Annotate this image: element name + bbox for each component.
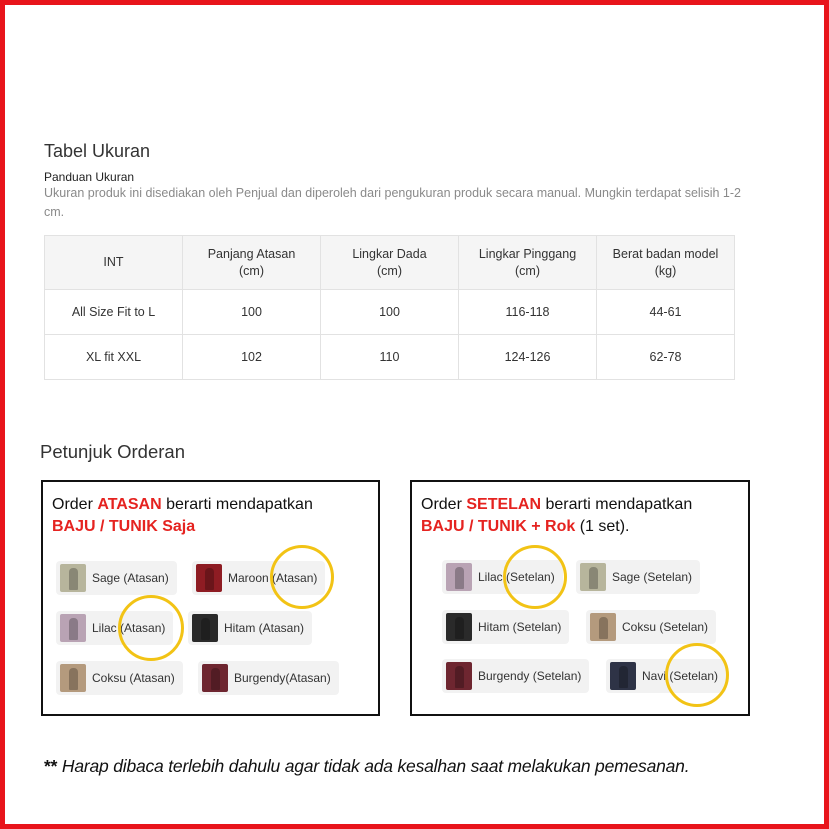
variant-chip-burgendy-setelan[interactable] <box>442 659 589 693</box>
chip-label: Lilac (Setelan) <box>478 570 555 584</box>
variant-chip-hitam-setelan[interactable] <box>442 610 569 644</box>
chip-label: Burgendy (Setelan) <box>478 669 582 683</box>
order-atasan-box <box>41 480 380 716</box>
header-panjang-atasan: Panjang Atasan (cm) <box>183 236 321 290</box>
variant-chip-coksu-setelan[interactable] <box>586 610 716 644</box>
header-int: INT <box>45 236 183 290</box>
chip-label: Coksu (Setelan) <box>622 620 709 634</box>
chip-label: Hitam (Setelan) <box>478 620 562 634</box>
size-table-header <box>45 236 735 290</box>
product-thumbnail <box>580 563 606 591</box>
chip-label: Navi (Setelan) <box>642 669 719 683</box>
table-cell: 124-126 <box>459 335 597 380</box>
size-table <box>44 235 735 380</box>
order-setelan-box <box>410 480 750 716</box>
chip-label: Lilac (Atasan) <box>92 621 166 635</box>
product-thumbnail <box>590 613 616 641</box>
variant-chip-sage-setelan[interactable] <box>576 560 700 594</box>
order-atasan-heading: Order ATASAN berarti mendapatkan BAJU / TUNIK Saja <box>52 496 313 535</box>
order-note: ** Harap dibaca terlebih dahulu agar tidak ada kesalhan saat melakukan pemesanan. <box>44 756 690 776</box>
variant-chip-burgendy-atasan[interactable] <box>198 661 339 695</box>
variant-chip-lilac-setelan[interactable] <box>442 560 563 594</box>
variant-chip-coksu-atasan[interactable] <box>56 661 183 695</box>
table-cell: 44-61 <box>597 290 735 335</box>
table-row <box>45 335 735 380</box>
product-thumbnail <box>192 614 218 642</box>
variant-chip-maroon-atasan[interactable] <box>192 561 325 595</box>
table-row <box>45 290 735 335</box>
size-guide-subtitle: Panduan Ukuran <box>44 170 135 184</box>
table-cell: 62-78 <box>597 335 735 380</box>
header-berat-badan: Berat badan model (kg) <box>597 236 735 290</box>
chip-label: Sage (Setelan) <box>612 570 693 584</box>
variant-chip-sage-atasan[interactable] <box>56 561 177 595</box>
variant-chip-hitam-atasan[interactable] <box>188 611 312 645</box>
product-thumbnail <box>60 564 86 592</box>
variant-chip-navi-setelan[interactable] <box>606 659 726 693</box>
chip-label: Sage (Atasan) <box>92 571 169 585</box>
product-thumbnail <box>202 664 228 692</box>
product-thumbnail <box>446 563 472 591</box>
size-guide-description: Ukuran produk ini disediakan oleh Penjual dan diperoleh dari pengukuran produk secara manual. Mungkin terdapat selisih 1-2 cm. <box>44 186 741 219</box>
table-cell-size: All Size Fit to L <box>45 290 183 335</box>
variant-chip-lilac-atasan[interactable] <box>56 611 173 645</box>
product-thumbnail <box>60 614 86 642</box>
header-lingkar-dada: Lingkar Dada (cm) <box>321 236 459 290</box>
product-thumbnail <box>446 613 472 641</box>
header-lingkar-pinggang: Lingkar Pinggang (cm) <box>459 236 597 290</box>
table-cell-size: XL fit XXL <box>45 335 183 380</box>
chip-label: Burgendy(Atasan) <box>234 671 331 685</box>
table-cell: 116-118 <box>459 290 597 335</box>
product-thumbnail <box>446 662 472 690</box>
order-guide-title: Petunjuk Orderan <box>40 441 186 462</box>
table-cell: 110 <box>321 335 459 380</box>
product-thumbnail <box>610 662 636 690</box>
order-setelan-heading: Order SETELAN berarti mendapatkan BAJU / TUNIK + Rok (1 set). <box>421 496 693 535</box>
chip-label: Maroon (Atasan) <box>228 571 318 585</box>
size-table-title: Tabel Ukuran <box>44 141 151 161</box>
product-thumbnail <box>196 564 222 592</box>
table-cell: 102 <box>183 335 321 380</box>
table-cell: 100 <box>321 290 459 335</box>
product-thumbnail <box>60 664 86 692</box>
chip-label: Hitam (Atasan) <box>224 621 305 635</box>
chip-label: Coksu (Atasan) <box>92 671 175 685</box>
table-cell: 100 <box>183 290 321 335</box>
